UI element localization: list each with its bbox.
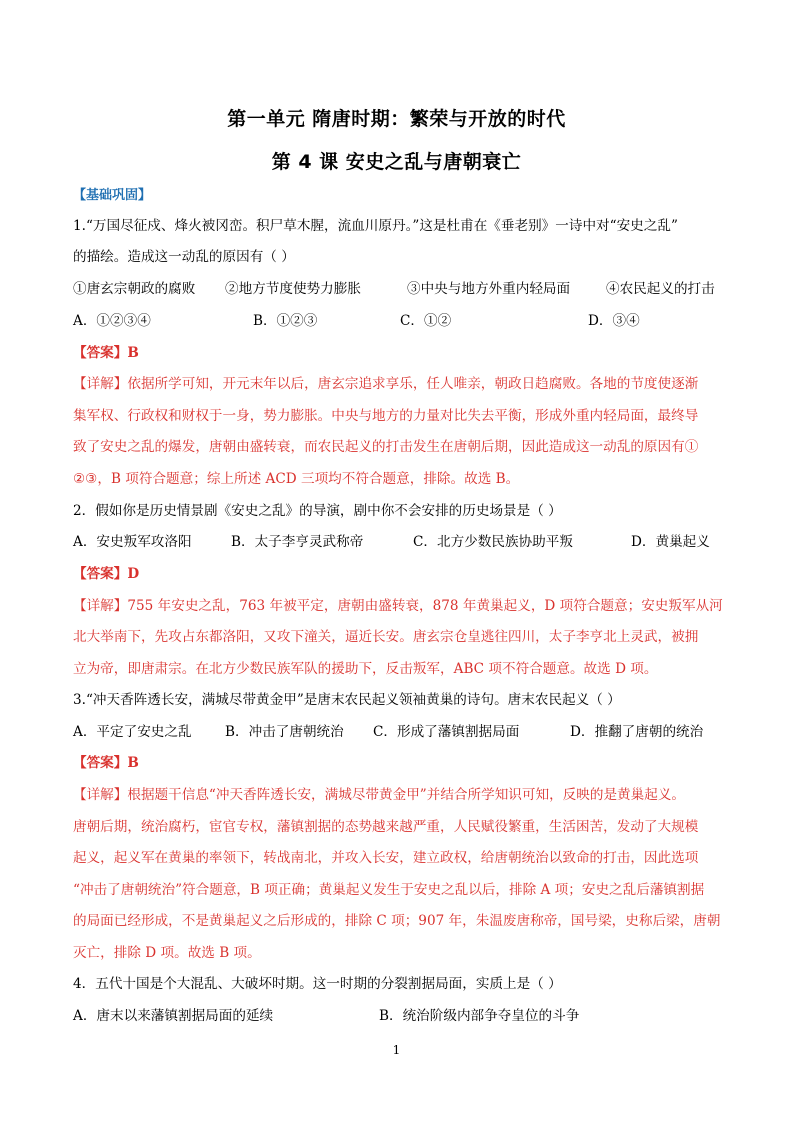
- q2-option-a: A．安史叛军攻洛阳: [73, 534, 192, 550]
- q1-items: [73, 279, 723, 299]
- q1-item-1: ①唐玄宗朝政的腐败: [73, 281, 196, 297]
- q2-options: [73, 532, 723, 552]
- q2-detail-line1: 【详解】755 年安史之乱，763 年被平定，唐朝由盛转衰，878 年黄巢起义，D 项符合题意；安史叛军从河: [73, 598, 723, 614]
- q4-option-b: B．统治阶级内部争夺皇位的斗争: [379, 1008, 580, 1024]
- q1-options: [73, 311, 723, 331]
- q3-stem: 3.“冲天香阵透长安，满城尽带黄金甲”是唐末农民起义领袖黄巢的诗句。唐末农民起义（ ）: [73, 692, 621, 708]
- q1-option-c: C．①②: [400, 313, 452, 329]
- q3-option-a: A．平定了安史之乱: [73, 724, 192, 740]
- q4-stem: 4．五代十国是个大混乱、大破坏时期。这一时期的分裂割据局面，实质上是（ ）: [73, 976, 562, 992]
- q3-detail-line3: 起义，起义军在黄巢的率领下，转战南北，并攻入长安，建立政权，给唐朝统治以致命的打击，因此选项: [73, 850, 699, 866]
- q1-answer: 【答案】B: [73, 345, 139, 361]
- q2-answer: 【答案】D: [73, 566, 140, 582]
- q1-option-b: B．①②③: [253, 313, 318, 329]
- q3-detail-line6: 灭亡，排除 D 项。故选 B 项。: [73, 945, 261, 961]
- q2-option-c: C．北方少数民族协助平叛: [413, 534, 573, 550]
- q2-option-b: B．太子李亨灵武称帝: [231, 534, 364, 550]
- section-heading: 【基础巩固】: [73, 188, 152, 203]
- q1-detail-line4: ②③，B 项符合题意；综上所述 ACD 三项均不符合题意，排除。故选 B。: [73, 471, 520, 487]
- q1-detail-line2: 集军权、行政权和财权于一身，势力膨胀。中央与地方的力量对比失去平衡，形成外重内轻局面，最终导: [73, 408, 699, 424]
- q1-option-d: D．③④: [588, 313, 640, 329]
- q3-option-d: D．推翻了唐朝的统治: [570, 724, 704, 740]
- q3-answer: 【答案】B: [73, 755, 139, 771]
- q1-item-3: ③中央与地方外重内轻局面: [407, 281, 571, 297]
- q1-item-2: ②地方节度使势力膨胀: [225, 281, 361, 297]
- q2-option-d: D．黄巢起义: [631, 534, 710, 550]
- q3-detail-line5: 的局面已经形成，不是黄巢起义之后形成的，排除 C 项；907 年，朱温废唐称帝，国号梁，史称后梁，唐朝: [73, 913, 721, 929]
- q3-detail-line2: 唐朝后期，统治腐朽，宦官专权，藩镇割据的态势越来越严重，人民赋役繁重，生活困苦，发动了大规模: [73, 819, 699, 835]
- page-number: 1: [392, 1043, 401, 1057]
- q1-stem-line1: 1.“万国尽征戍、烽火被冈峦。积尸草木腥，流血川原丹。”这是杜甫在《垂老别》一诗中对“安史之乱”: [73, 218, 678, 234]
- q4-options: [73, 1006, 723, 1026]
- q3-options: [73, 722, 723, 742]
- q2-detail-line2: 北大举南下，先攻占东都洛阳，又攻下潼关，逼近长安。唐玄宗仓皇逃往四川，太子李亨北上灵武，被拥: [73, 629, 699, 645]
- q1-detail-line3: 致了安史之乱的爆发，唐朝由盛转衰，而农民起义的打击发生在唐朝后期，因此造成这一动乱的原因有①: [73, 439, 699, 455]
- q3-option-c: C．形成了藩镇割据局面: [373, 724, 520, 740]
- lesson-title: 第 4 课 安史之乱与唐朝衰亡: [271, 151, 522, 173]
- q3-detail-line1: 【详解】根据题干信息“冲天香阵透长安，满城尽带黄金甲”并结合所学知识可知，反映的是黄巢起义。: [73, 787, 686, 803]
- q1-option-a: A．①②③④: [73, 313, 151, 329]
- q3-detail-line4: “冲击了唐朝统治”符合题意，B 项正确；黄巢起义发生于安史之乱以后，排除 A 项；安史之乱后藩镇割据: [73, 882, 705, 898]
- q2-stem: 2．假如你是历史情景剧《安史之乱》的导演，剧中你不会安排的历史场景是（ ）: [73, 503, 562, 519]
- q2-detail-line3: 立为帝，即唐肃宗。在北方少数民族军队的援助下，反击叛军，ABC 项不符合题意。故选 D 项。: [73, 661, 658, 677]
- q3-option-b: B．冲击了唐朝统治: [225, 724, 344, 740]
- q1-stem-line2: 的描绘。造成这一动乱的原因有（ ）: [73, 249, 295, 265]
- q1-item-4: ④农民起义的打击: [606, 281, 715, 297]
- unit-title: 第一单元 隋唐时期：繁荣与开放的时代: [227, 108, 566, 130]
- q1-detail-line1: 【详解】依据所学可知，开元末年以后，唐玄宗追求享乐，任人唯亲，朝政日趋腐败。各地的节度使逐渐: [73, 376, 699, 392]
- q4-option-a: A．唐末以来藩镇割据局面的延续: [73, 1008, 274, 1024]
